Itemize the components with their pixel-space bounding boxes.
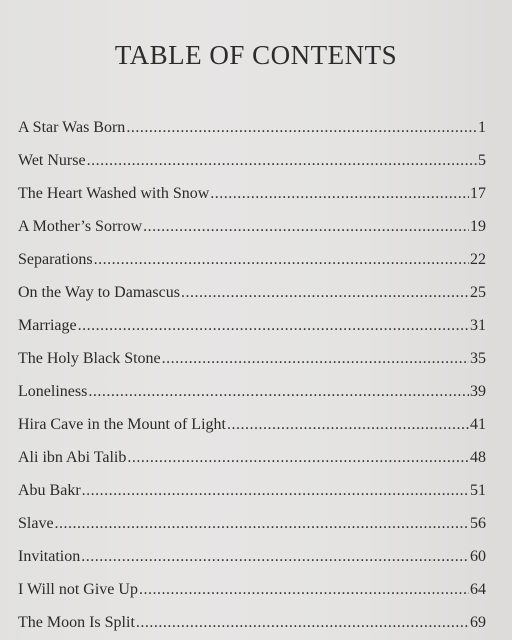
dot-leader xyxy=(82,477,469,505)
toc-entry-title: Ali ibn Abi Talib xyxy=(18,449,127,466)
toc-entry-title: Separations xyxy=(18,251,93,268)
toc-entry[interactable] xyxy=(18,609,486,640)
toc-entry[interactable] xyxy=(18,147,486,180)
toc-entry[interactable] xyxy=(18,345,486,378)
dot-leader xyxy=(139,576,469,604)
toc-entry-page-number: 25 xyxy=(470,284,486,301)
toc-entry[interactable] xyxy=(18,180,486,213)
dot-leader xyxy=(94,246,469,274)
toc-entry-title: A Star Was Born xyxy=(18,119,126,136)
toc-entry-title: The Moon Is Split xyxy=(18,614,135,631)
toc-entry-title: Hira Cave in the Mount of Light xyxy=(18,416,226,433)
dot-leader xyxy=(162,345,469,373)
page-title: TABLE OF CONTENTS xyxy=(114,40,398,70)
toc-entry-page-number: 41 xyxy=(470,416,486,433)
dot-leader xyxy=(181,279,469,307)
toc-entry[interactable] xyxy=(18,576,486,609)
toc-entry-title: The Heart Washed with Snow xyxy=(18,185,210,202)
dot-leader xyxy=(143,213,469,241)
toc-entry-page-number: 22 xyxy=(470,251,486,268)
toc-entry-page-number: 17 xyxy=(470,185,486,202)
toc-entry-title: I Will not Give Up xyxy=(18,581,138,598)
dot-leader xyxy=(87,147,477,175)
toc-entry-page-number: 5 xyxy=(478,152,486,169)
toc-entry-page-number: 56 xyxy=(470,515,486,532)
toc-entry[interactable] xyxy=(18,246,486,279)
toc-entry[interactable] xyxy=(18,543,486,576)
toc-entry[interactable] xyxy=(18,444,486,477)
toc-entry-page-number: 60 xyxy=(470,548,486,565)
toc-entry[interactable] xyxy=(18,279,486,312)
toc-entry-page-number: 51 xyxy=(470,482,486,499)
toc-entry-page-number: 1 xyxy=(478,119,486,136)
toc-entry-title: Loneliness xyxy=(18,383,88,400)
toc-entry-title: Invitation xyxy=(18,548,81,565)
dot-leader xyxy=(55,510,469,538)
toc-entry-page-number: 19 xyxy=(470,218,486,235)
toc-entry-page-number: 35 xyxy=(470,350,486,367)
dot-leader xyxy=(81,543,469,571)
toc-entry[interactable] xyxy=(18,378,486,411)
toc-entry[interactable] xyxy=(18,411,486,444)
toc-entry[interactable] xyxy=(18,510,486,543)
dot-leader xyxy=(136,609,469,637)
dot-leader xyxy=(126,114,477,142)
toc-entry-title: Wet Nurse xyxy=(18,152,86,169)
dot-leader xyxy=(88,378,469,406)
toc-entry[interactable] xyxy=(18,213,486,246)
toc-entry[interactable] xyxy=(18,312,486,345)
dot-leader xyxy=(127,444,469,472)
toc-entry-title: Marriage xyxy=(18,317,77,334)
toc-entry-page-number: 69 xyxy=(470,614,486,631)
toc-entry-title: Abu Bakr xyxy=(18,482,81,499)
table-of-contents xyxy=(18,114,486,640)
toc-entry[interactable] xyxy=(18,114,486,147)
toc-entry-title: Slave xyxy=(18,515,54,532)
toc-entry-page-number: 48 xyxy=(470,449,486,466)
dot-leader xyxy=(210,180,469,208)
toc-entry-page-number: 39 xyxy=(470,383,486,400)
toc-entry-page-number: 64 xyxy=(470,581,486,598)
toc-entry-title: The Holy Black Stone xyxy=(18,350,161,367)
toc-entry[interactable] xyxy=(18,477,486,510)
dot-leader xyxy=(78,312,469,340)
toc-entry-title: A Mother’s Sorrow xyxy=(18,218,143,235)
dot-leader xyxy=(227,411,469,439)
toc-entry-title: On the Way to Damascus xyxy=(18,284,180,301)
toc-entry-page-number: 31 xyxy=(470,317,486,334)
